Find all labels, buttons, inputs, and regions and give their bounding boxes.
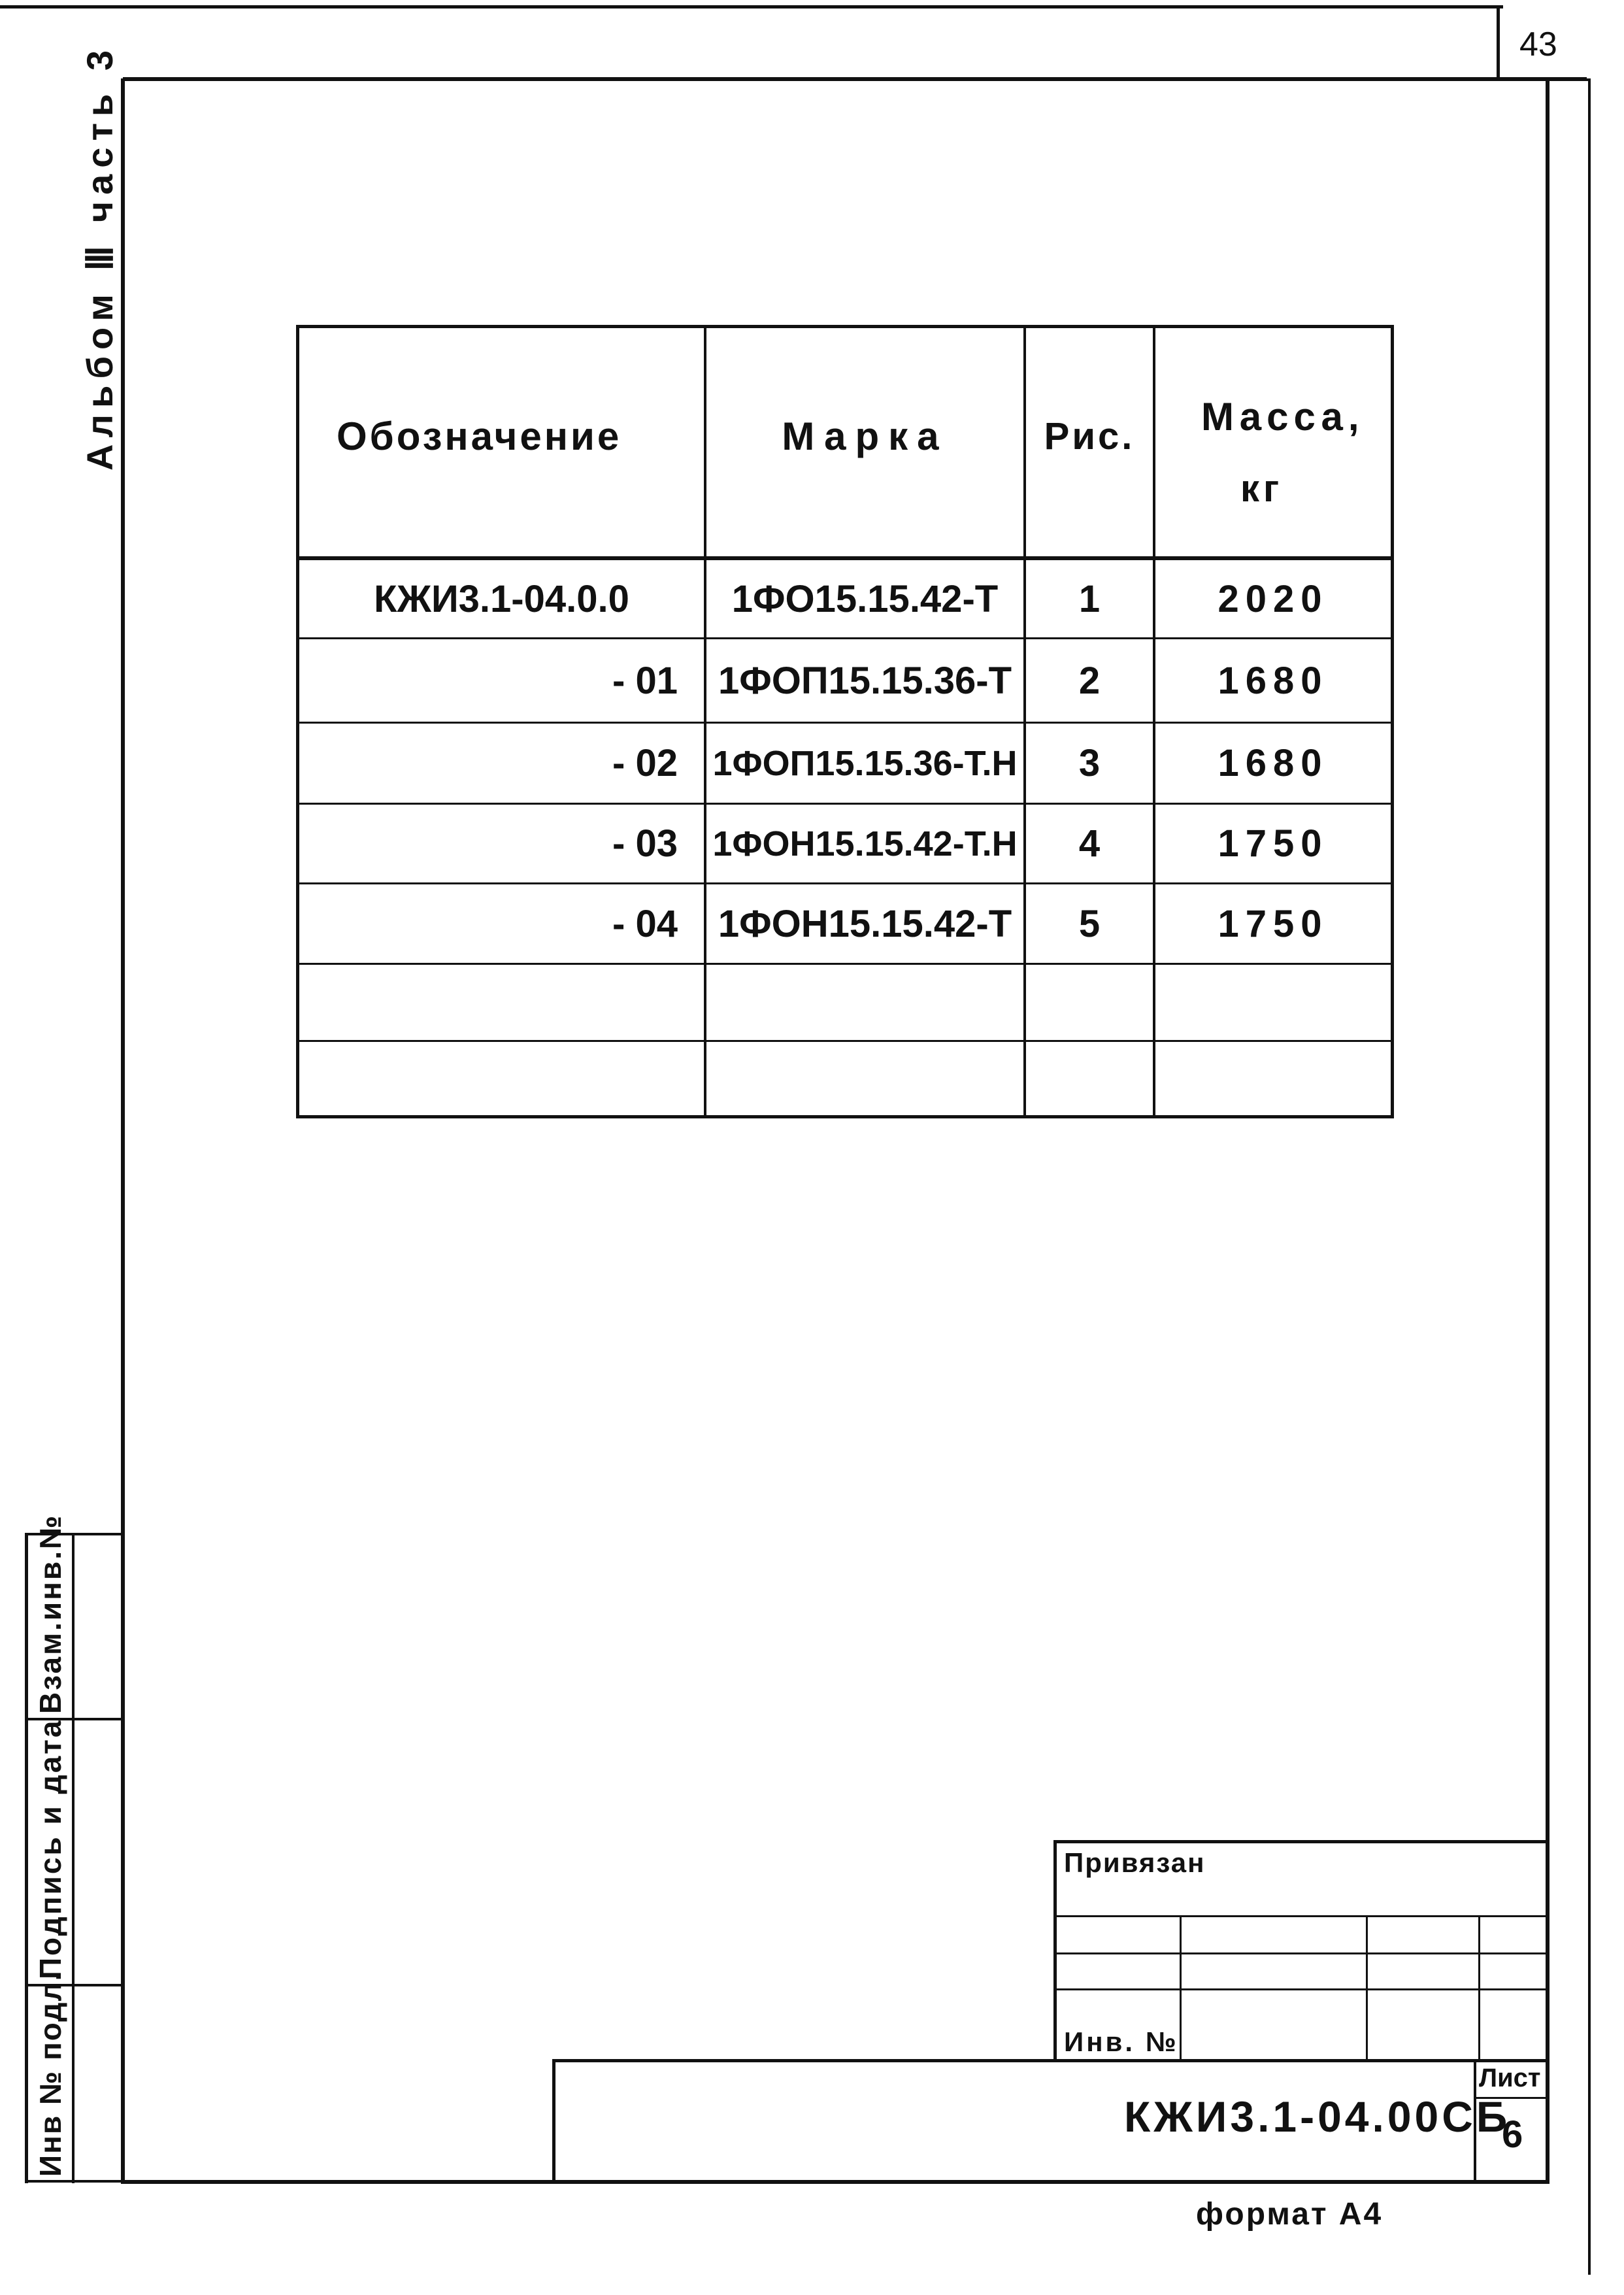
- frame-right: [1546, 81, 1549, 2183]
- row2-figure: 2: [1078, 659, 1101, 702]
- album-caption: Альбом Ⅲ часть 3: [79, 43, 120, 471]
- row5-mass: 1750: [1218, 902, 1329, 945]
- row4-mass: 1750: [1218, 822, 1329, 865]
- frame-bottom: [121, 2180, 1549, 2184]
- specification-table: [296, 325, 1394, 1118]
- row3-designation: - 02: [612, 742, 678, 784]
- row1-figure: 1: [1078, 577, 1101, 620]
- document-code: КЖИ3.1-04.00СБ: [1124, 2092, 1511, 2141]
- header-mass: Масса,: [1201, 394, 1365, 439]
- row5-designation: - 04: [612, 902, 678, 945]
- row4-figure: 4: [1078, 822, 1101, 865]
- row2-mass: 1680: [1218, 659, 1329, 702]
- stamp-podpis-data: Подпись и дата: [33, 1718, 67, 1979]
- header-designation: Обозначение: [337, 414, 622, 458]
- header-mark: Марка: [782, 414, 948, 458]
- stamp-inv-podl: Инв № подл.: [33, 1971, 67, 2177]
- row4-designation: - 03: [612, 822, 678, 865]
- row5-mark: 1ФОН15.15.42-Т: [718, 902, 1012, 945]
- row5-figure: 5: [1078, 902, 1101, 945]
- row1-mark: 1ФО15.15.42-Т: [731, 577, 999, 620]
- row2-mark: 1ФОП15.15.36-Т: [718, 659, 1012, 702]
- row1-designation: КЖИ3.1-04.0.0: [374, 577, 629, 620]
- stamp-vzam-inv: Взам.инв.№: [33, 1513, 67, 1714]
- header-figure: Рис.: [1044, 414, 1135, 458]
- trim-top-right: [1565, 78, 1588, 81]
- row3-mass: 1680: [1218, 742, 1329, 784]
- top-edge-line: [0, 5, 1503, 8]
- header-mass-unit: кг: [1240, 467, 1284, 510]
- page-number-box-left: [1497, 7, 1500, 77]
- frame-top: [123, 77, 1587, 81]
- page-number: 43: [1519, 25, 1557, 63]
- row3-figure: 3: [1078, 742, 1101, 784]
- trim-right-line: [1588, 78, 1591, 2275]
- row3-mark: 1ФОП15.15.36-Т.Н: [712, 743, 1018, 783]
- format-label: формат А4: [1196, 2197, 1384, 2232]
- inv-no-label: Инв. №: [1064, 2026, 1179, 2057]
- privyazan-label: Привязан: [1064, 1847, 1206, 1878]
- row2-designation: - 01: [612, 659, 678, 702]
- sheet-label: Лист: [1479, 2064, 1541, 2092]
- row4-mark: 1ФОН15.15.42-Т.Н: [712, 824, 1018, 863]
- sheet-number: 6: [1502, 2113, 1523, 2156]
- row1-mass: 2020: [1218, 577, 1329, 620]
